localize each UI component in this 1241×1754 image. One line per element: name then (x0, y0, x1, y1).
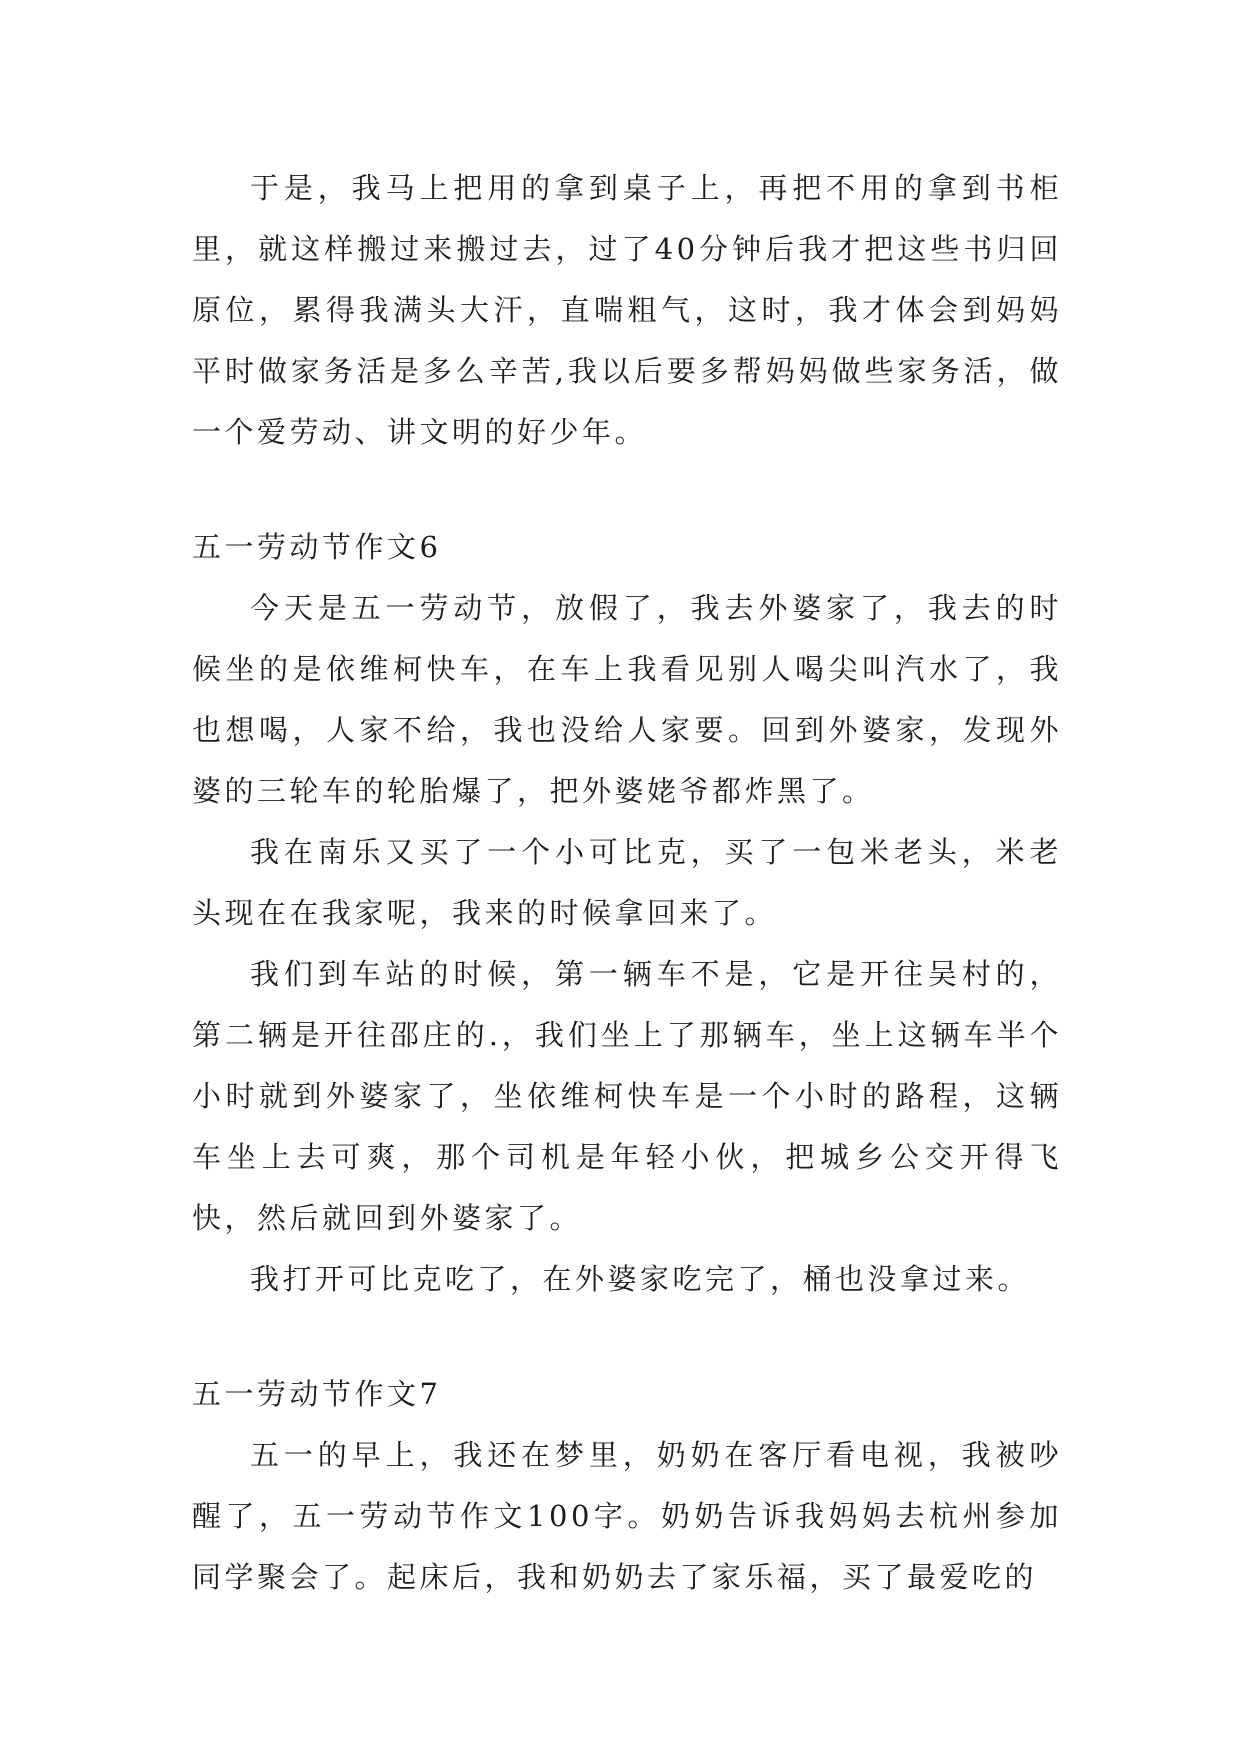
essay-6-paragraph-3: 我们到车站的时候，第一辆车不是，它是开往吴村的，第二辆是开往邵庄的.，我们坐上了那辆车，坐上这辆车半个小时就到外婆家了，坐依维柯快车是一个小时的路程，这辆车坐上去可爽，那个司机是年轻小伙，把城乡公交开得飞快，然后就回到外婆家了。 (192, 957, 1062, 1235)
essay-6-paragraph-2: 我在南乐又买了一个小可比克，买了一包米老头，米老头现在在我家呢，我来的时候拿回来了。 (192, 835, 1062, 930)
essay-7-title: 五一劳动节作文7 (192, 1377, 442, 1411)
essay-6-paragraph-1: 今天是五一劳动节，放假了，我去外婆家了，我去的时候坐的是依维柯快车，在车上我看见别人喝尖叫汽水了，我也想喝，人家不给，我也没给人家要。回到外婆家，发现外婆的三轮车的轮胎爆了，把外婆姥爷都炸黑了。 (192, 591, 1062, 808)
essay-6-paragraph-4: 我打开可比克吃了，在外婆家吃完了，桶也没拿过来。 (250, 1262, 1031, 1296)
paragraph-previous-essay-ending: 于是，我马上把用的拿到桌子上，再把不用的拿到书柜里，就这样搬过来搬过去，过了40分钟后我才把这些书归回原位，累得我满头大汗，直喘粗气，这时，我才体会到妈妈平时做家务活是多么辛苦,我以后要多帮妈妈做些家务活，做一个爱劳动、讲文明的好少年。 (192, 171, 1062, 449)
essay-7-paragraph-1: 五一的早上，我还在梦里，奶奶在客厅看电视，我被吵醒了，五一劳动节作文100字。奶奶告诉我妈妈去杭州参加同学聚会了。起床后，我和奶奶去了家乐福，买了最爱吃的 (192, 1438, 1062, 1594)
essay-6-title: 五一劳动节作文6 (192, 530, 442, 564)
document-body (192, 158, 1062, 1608)
